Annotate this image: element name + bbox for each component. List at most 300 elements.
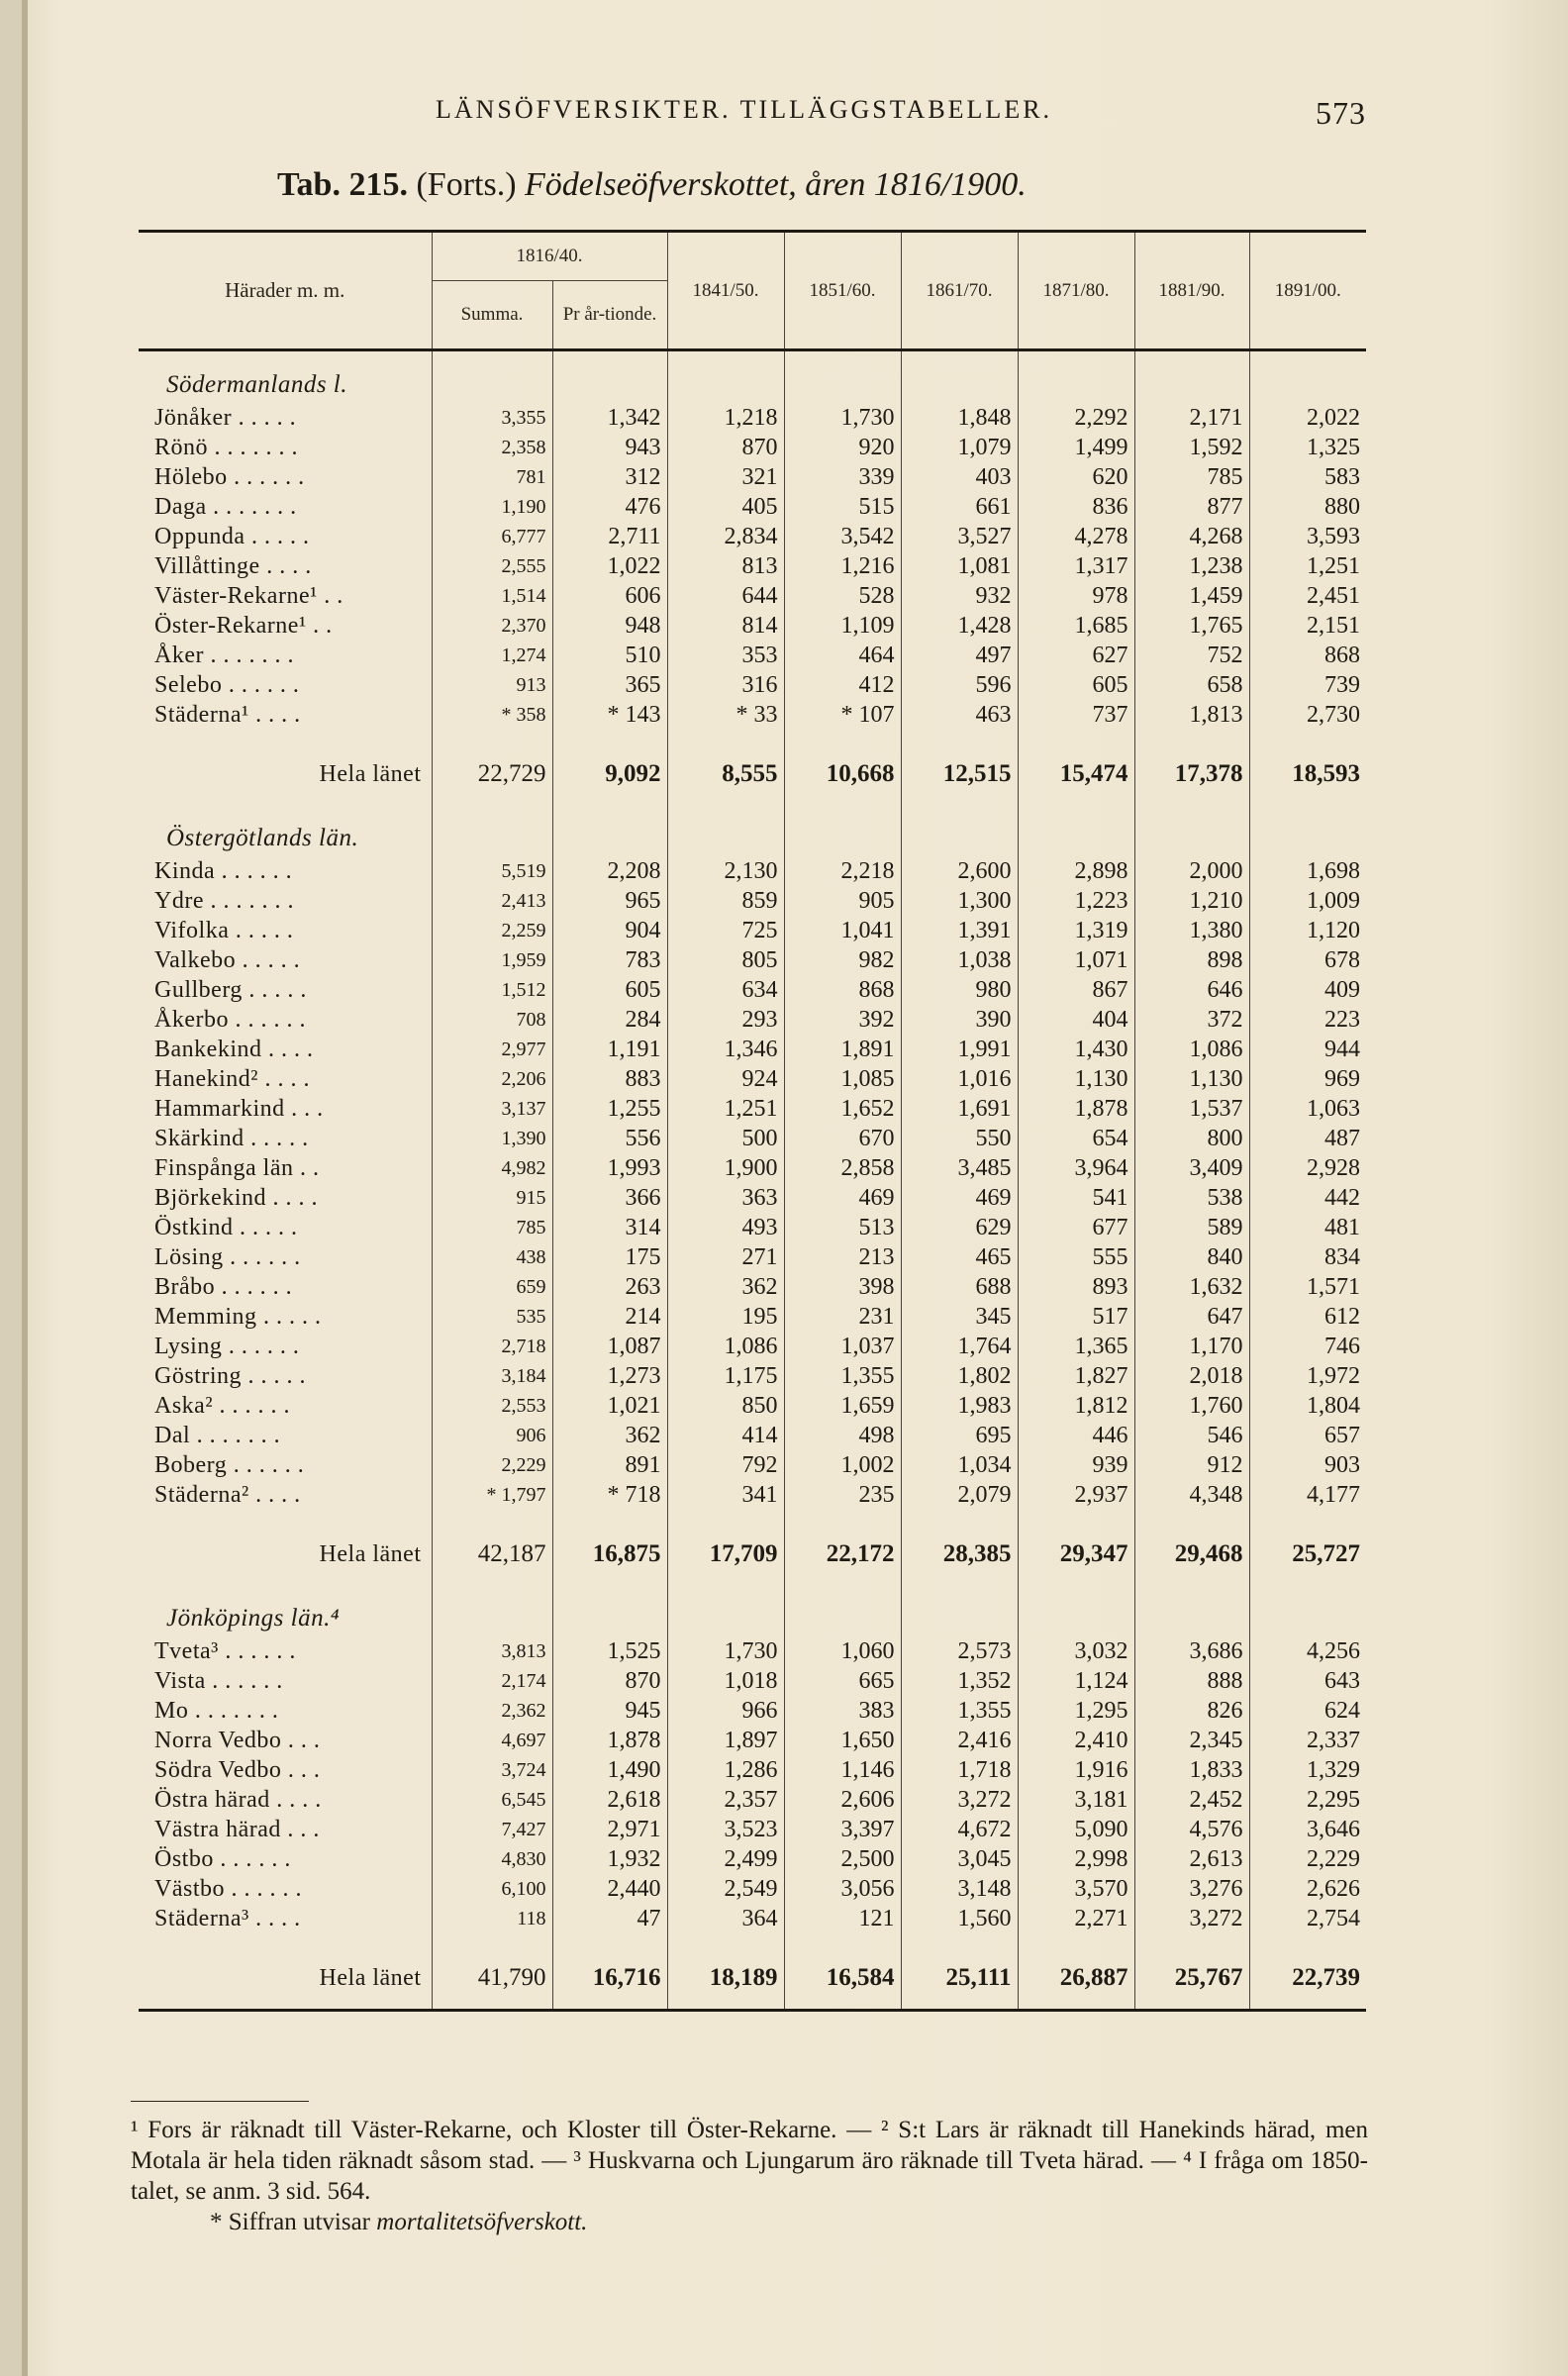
value-cell: 867 [1018,975,1134,1005]
section-heading: Södermanlands l. [166,371,347,398]
value-cell: 3,570 [1018,1874,1134,1904]
footnote-star-em: mortalitetsöfverskott. [376,2209,588,2235]
value-cell: 3,184 [432,1361,552,1391]
header-period: 1841/50. [667,232,784,350]
footnote-rule [131,2101,309,2102]
value-cell: 785 [1134,462,1249,492]
district-name: Städerna² . . . . [154,1481,301,1508]
table-row [139,916,1366,945]
empty-cell [1018,805,1134,856]
page-gutter [0,0,22,2376]
value-cell: 915 [432,1183,552,1213]
empty-cell [784,350,901,404]
district-name: Öster-Rekarne¹ . . [154,612,333,639]
empty-cell [552,1585,667,1636]
value-cell: 1,063 [1249,1094,1366,1124]
total-row [139,1524,1366,1585]
value-cell: 859 [667,886,784,916]
table-row [139,1124,1366,1153]
empty-cell [432,805,552,856]
value-cell: 1,190 [432,492,552,522]
value-cell: 1,352 [901,1666,1018,1696]
value-cell: 792 [667,1450,784,1480]
value-cell: 612 [1249,1302,1366,1332]
total-value: 16,716 [552,1947,667,2011]
value-cell: 1,560 [901,1904,1018,1933]
value-cell: 517 [1018,1302,1134,1332]
value-cell: 481 [1249,1213,1366,1242]
value-cell: 538 [1134,1183,1249,1213]
district-name: Städerna³ . . . . [154,1905,301,1931]
value-cell: 1,086 [667,1332,784,1361]
empty-cell [784,1933,901,1947]
table-title [277,166,1027,204]
value-cell: 1,900 [667,1153,784,1183]
footnote-star [131,2207,1368,2237]
value-cell: 1,380 [1134,916,1249,945]
value-cell: 583 [1249,462,1366,492]
value-cell: 3,148 [901,1874,1018,1904]
value-cell: 2,613 [1134,1844,1249,1874]
district-name: Norra Vedbo . . . [154,1727,321,1753]
value-cell: 314 [552,1213,667,1242]
value-cell: 5,090 [1018,1815,1134,1844]
value-cell: * 143 [552,700,667,730]
value-cell: 1,430 [1018,1035,1134,1064]
table-row [139,1844,1366,1874]
value-cell: 231 [784,1302,901,1332]
district-name: Daga . . . . . . . [154,493,297,520]
value-cell: 840 [1134,1242,1249,1272]
spacer-row [139,1510,1366,1524]
header-period: 1861/70. [901,232,1018,350]
value-cell: 903 [1249,1450,1366,1480]
value-cell: 1,390 [432,1124,552,1153]
value-cell: 2,606 [784,1785,901,1815]
total-value: 25,767 [1134,1947,1249,2011]
value-cell: 2,499 [667,1844,784,1874]
value-cell: 7,427 [432,1815,552,1844]
table-row [139,856,1366,886]
value-cell: 293 [667,1005,784,1035]
total-value: 8,555 [667,743,784,805]
value-cell: 1,124 [1018,1666,1134,1696]
value-cell: 2,218 [784,856,901,886]
value-cell: 624 [1249,1696,1366,1726]
value-cell: 1,916 [1018,1755,1134,1785]
value-cell: 1,991 [901,1035,1018,1064]
value-cell: 1,537 [1134,1094,1249,1124]
value-cell: 2,357 [667,1785,784,1815]
value-cell: 263 [552,1272,667,1302]
header-summa: Summa. [432,281,552,350]
district-name: Memming . . . . . [154,1303,322,1330]
running-title: LÄNSÖFVERSIKTER. TILLÄGGSTABELLER. [436,95,1053,124]
empty-cell [552,1933,667,1947]
statistics-table [139,230,1366,2012]
value-cell: 3,724 [432,1755,552,1785]
table-row [139,1391,1366,1421]
value-cell: 4,177 [1249,1480,1366,1510]
value-cell: * 1,797 [432,1480,552,1510]
district-name: Åkerbo . . . . . . [154,1006,306,1033]
value-cell: 912 [1134,1450,1249,1480]
district-name: Bråbo . . . . . . [154,1273,293,1300]
value-cell: 3,646 [1249,1815,1366,1844]
value-cell: 1,238 [1134,551,1249,581]
empty-cell [1134,350,1249,404]
empty-cell [139,1933,432,1947]
value-cell: 1,592 [1134,433,1249,462]
value-cell: 3,397 [784,1815,901,1844]
value-cell: 2,553 [432,1391,552,1421]
empty-cell [552,730,667,743]
table-row [139,1636,1366,1666]
district-name: Hammarkind . . . [154,1095,324,1122]
value-cell: 463 [901,700,1018,730]
value-cell: 2,937 [1018,1480,1134,1510]
total-value: 41,790 [432,1947,552,2011]
value-cell: 3,485 [901,1153,1018,1183]
value-cell: 1,319 [1018,916,1134,945]
value-cell: 596 [901,670,1018,700]
table-row [139,403,1366,433]
value-cell: 1,428 [901,611,1018,641]
district-name: Västbo . . . . . . [154,1875,302,1902]
value-cell: 1,813 [1134,700,1249,730]
table-row [139,492,1366,522]
district-name: Skärkind . . . . . [154,1125,309,1151]
table-row [139,611,1366,641]
district-name: Kinda . . . . . . [154,857,293,884]
value-cell: 1,760 [1134,1391,1249,1421]
value-cell: 1,827 [1018,1361,1134,1391]
value-cell: 3,276 [1134,1874,1249,1904]
value-cell: 372 [1134,1005,1249,1035]
value-cell: 442 [1249,1183,1366,1213]
empty-cell [667,1510,784,1524]
value-cell: 1,691 [901,1094,1018,1124]
value-cell: * 358 [432,700,552,730]
total-value: 25,727 [1249,1524,1366,1585]
empty-cell [432,350,552,404]
value-cell: 446 [1018,1421,1134,1450]
total-value: 29,347 [1018,1524,1134,1585]
value-cell: 1,041 [784,916,901,945]
value-cell: 510 [552,641,667,670]
value-cell: 725 [667,916,784,945]
page-spine [22,0,28,2376]
table-row [139,1213,1366,1242]
value-cell: 813 [667,551,784,581]
value-cell: 1,255 [552,1094,667,1124]
value-cell: 1,365 [1018,1332,1134,1361]
value-cell: 2,451 [1249,581,1366,611]
value-cell: 1,983 [901,1391,1018,1421]
value-cell: 880 [1249,492,1366,522]
value-cell: 1,804 [1249,1391,1366,1421]
value-cell: 1,317 [1018,551,1134,581]
empty-cell [1249,1510,1366,1524]
value-cell: 364 [667,1904,784,1933]
value-cell: 464 [784,641,901,670]
value-cell: 2,151 [1249,611,1366,641]
value-cell: 3,045 [901,1844,1018,1874]
table-row [139,1153,1366,1183]
value-cell: 657 [1249,1421,1366,1450]
value-cell: 3,527 [901,522,1018,551]
empty-cell [784,805,901,856]
value-cell: 965 [552,886,667,916]
table-row [139,1904,1366,1933]
value-cell: 643 [1249,1666,1366,1696]
total-value: 9,092 [552,743,667,805]
empty-cell [1134,730,1249,743]
value-cell: 2,208 [552,856,667,886]
table-row [139,670,1366,700]
value-cell: 1,086 [1134,1035,1249,1064]
total-value: 22,729 [432,743,552,805]
value-cell: 1,514 [432,581,552,611]
total-value: 28,385 [901,1524,1018,1585]
value-cell: 627 [1018,641,1134,670]
value-cell: 888 [1134,1666,1249,1696]
total-value: 26,887 [1018,1947,1134,2011]
value-cell: 493 [667,1213,784,1242]
value-cell: 2,858 [784,1153,901,1183]
value-cell: 1,932 [552,1844,667,1874]
value-cell: 469 [901,1183,1018,1213]
value-cell: 1,355 [784,1361,901,1391]
value-cell: 271 [667,1242,784,1272]
table-row [139,1480,1366,1510]
value-cell: 366 [552,1183,667,1213]
district-name: Jönåker . . . . . [154,404,297,431]
value-cell: 2,229 [432,1450,552,1480]
empty-cell [1134,1585,1249,1636]
table-row [139,1421,1366,1450]
value-cell: 898 [1134,945,1249,975]
value-cell: 1,812 [1018,1391,1134,1421]
value-cell: 362 [552,1421,667,1450]
value-cell: 4,697 [432,1726,552,1755]
district-name: Finspånga län . . [154,1154,320,1181]
value-cell: 47 [552,1904,667,1933]
value-cell: 1,355 [901,1696,1018,1726]
value-cell: 1,765 [1134,611,1249,641]
empty-cell [1249,1933,1366,1947]
value-cell: 646 [1134,975,1249,1005]
value-cell: 3,409 [1134,1153,1249,1183]
district-name: Bankekind . . . . [154,1036,314,1062]
empty-cell [901,350,1018,404]
value-cell: * 33 [667,700,784,730]
empty-cell [784,730,901,743]
table-row [139,1755,1366,1785]
value-cell: 629 [901,1213,1018,1242]
value-cell: 1,170 [1134,1332,1249,1361]
value-cell: 2,898 [1018,856,1134,886]
value-cell: 1,022 [552,551,667,581]
value-cell: 175 [552,1242,667,1272]
value-cell: 4,982 [432,1153,552,1183]
value-cell: 409 [1249,975,1366,1005]
table-row [139,551,1366,581]
empty-cell [1018,730,1134,743]
empty-cell [552,350,667,404]
value-cell: 550 [901,1124,1018,1153]
value-cell: 2,626 [1249,1874,1366,1904]
district-name: Hölebo . . . . . . [154,463,305,490]
value-cell: 1,391 [901,916,1018,945]
value-cell: 438 [432,1242,552,1272]
district-name: Valkebo . . . . . [154,946,301,973]
value-cell: 1,959 [432,945,552,975]
value-cell: 6,100 [432,1874,552,1904]
value-cell: 541 [1018,1183,1134,1213]
header-period: 1881/90. [1134,232,1249,350]
value-cell: 2,711 [552,522,667,551]
value-cell: 1,685 [1018,611,1134,641]
value-cell: 365 [552,670,667,700]
value-cell: 316 [667,670,784,700]
value-cell: 3,272 [1134,1904,1249,1933]
empty-cell [432,730,552,743]
value-cell: 644 [667,581,784,611]
value-cell: 353 [667,641,784,670]
value-cell: 2,358 [432,433,552,462]
value-cell: 746 [1249,1332,1366,1361]
total-value: 18,189 [667,1947,784,2011]
value-cell: 2,573 [901,1636,1018,1666]
value-cell: 1,286 [667,1755,784,1785]
value-cell: 1,650 [784,1726,901,1755]
value-cell: 2,977 [432,1035,552,1064]
value-cell: 781 [432,462,552,492]
spacer-row [139,730,1366,743]
value-cell: 2,079 [901,1480,1018,1510]
value-cell: 1,346 [667,1035,784,1064]
header-period: 1851/60. [784,232,901,350]
value-cell: 620 [1018,462,1134,492]
value-cell: 555 [1018,1242,1134,1272]
section-heading: Östergötlands län. [166,825,359,851]
empty-cell [432,1933,552,1947]
value-cell: 497 [901,641,1018,670]
value-cell: 2,337 [1249,1726,1366,1755]
section-heading-row [139,1585,1366,1636]
value-cell: 284 [552,1005,667,1035]
table-row [139,1785,1366,1815]
value-cell: 1,060 [784,1636,901,1666]
value-cell: 1,490 [552,1755,667,1785]
empty-cell [1134,805,1249,856]
value-cell: 535 [432,1302,552,1332]
value-cell: 4,268 [1134,522,1249,551]
value-cell: 1,034 [901,1450,1018,1480]
value-cell: 2,345 [1134,1726,1249,1755]
value-cell: 2,295 [1249,1785,1366,1815]
value-cell: 3,032 [1018,1636,1134,1666]
district-name: Aska² . . . . . . [154,1392,291,1419]
table-row [139,522,1366,551]
district-name: Vifolka . . . . . [154,917,294,943]
district-name: Selebo . . . . . . [154,671,300,698]
value-cell: 943 [552,433,667,462]
value-cell: 969 [1249,1064,1366,1094]
value-cell: 345 [901,1302,1018,1332]
value-cell: 814 [667,611,784,641]
value-cell: 513 [784,1213,901,1242]
total-value: 16,584 [784,1947,901,2011]
value-cell: 223 [1249,1005,1366,1035]
value-cell: 783 [552,945,667,975]
value-cell: 6,777 [432,522,552,551]
table-row [139,1242,1366,1272]
empty-cell [901,730,1018,743]
value-cell: 1,632 [1134,1272,1249,1302]
value-cell: 363 [667,1183,784,1213]
value-cell: 924 [667,1064,784,1094]
value-cell: 982 [784,945,901,975]
value-cell: 1,698 [1249,856,1366,886]
empty-cell [901,1933,1018,1947]
district-name: Oppunda . . . . . [154,523,310,549]
value-cell: 2,171 [1134,403,1249,433]
value-cell: 487 [1249,1124,1366,1153]
district-name: Hanekind² . . . . [154,1065,310,1092]
value-cell: 1,459 [1134,581,1249,611]
value-cell: 661 [901,492,1018,522]
value-cell: 695 [901,1421,1018,1450]
value-cell: 1,972 [1249,1361,1366,1391]
value-cell: 1,009 [1249,886,1366,916]
table-subject: Födelseöfverskottet, åren 1816/1900. [525,166,1027,203]
value-cell: 1,218 [667,403,784,433]
value-cell: 2,440 [552,1874,667,1904]
empty-cell [1134,1933,1249,1947]
value-cell: 2,452 [1134,1785,1249,1815]
value-cell: 905 [784,886,901,916]
value-cell: 1,130 [1018,1064,1134,1094]
value-cell: 1,002 [784,1450,901,1480]
empty-cell [139,730,432,743]
value-cell: 2,259 [432,916,552,945]
value-cell: 1,499 [1018,433,1134,462]
district-name: Tveta³ . . . . . . [154,1637,296,1664]
value-cell: 1,300 [901,886,1018,916]
district-name: Östbo . . . . . . [154,1845,291,1872]
value-cell: 737 [1018,700,1134,730]
value-cell: 634 [667,975,784,1005]
total-row [139,1947,1366,2011]
total-label: Hela länet [319,760,422,787]
district-name: Städerna¹ . . . . [154,701,301,728]
district-name: Mo . . . . . . . [154,1697,279,1724]
value-cell: 868 [1249,641,1366,670]
value-cell: 1,802 [901,1361,1018,1391]
value-cell: 3,813 [432,1636,552,1666]
value-cell: 1,081 [901,551,1018,581]
value-cell: 1,878 [552,1726,667,1755]
value-cell: 1,525 [552,1636,667,1666]
value-cell: 4,672 [901,1815,1018,1844]
value-cell: 2,618 [552,1785,667,1815]
value-cell: 392 [784,1005,901,1035]
table-row [139,1183,1366,1213]
value-cell: 850 [667,1391,784,1421]
value-cell: 2,370 [432,611,552,641]
